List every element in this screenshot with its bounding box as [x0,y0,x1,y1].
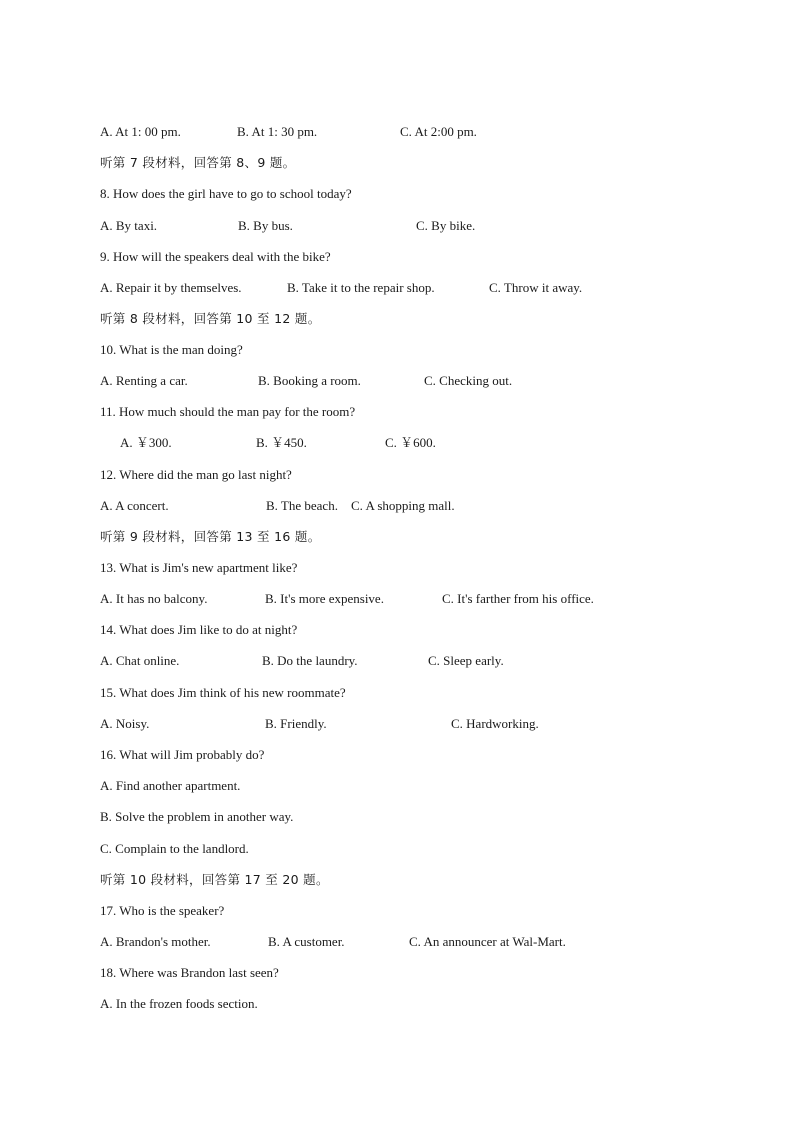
option-b: B. At 1: 30 pm. [237,124,318,139]
question-16: 16. What will Jim probably do? [100,747,265,762]
section-heading: 听第 8 段材料，回答第 10 至 12 题。 [100,311,321,326]
option-a: A. Renting a car. [100,373,188,388]
option-a: A. Noisy. [100,716,150,731]
question-14: 14. What does Jim like to do at night? [100,622,298,637]
option-c: C. Sleep early. [428,653,504,668]
question-18: 18. Where was Brandon last seen? [100,965,279,980]
question-13: 13. What is Jim's new apartment like? [100,560,298,575]
question-15: 15. What does Jim think of his new roommate? [100,685,346,700]
option-b: B. By bus. [238,218,293,233]
option-b: B. Solve the problem in another way. [100,809,294,824]
option-a: A. At 1: 00 pm. [100,124,181,139]
question-8: 8. How does the girl have to go to school today? [100,186,352,201]
option-c: C. By bike. [416,218,476,233]
option-a: A. Find another apartment. [100,778,241,793]
option-c: C. Throw it away. [489,280,583,295]
option-a: A. It has no balcony. [100,591,208,606]
section-heading: 听第 7 段材料，回答第 8、9 题。 [100,155,296,170]
option-b: B. Do the laundry. [262,653,358,668]
option-c: C. At 2:00 pm. [400,124,477,139]
option-c: C. An announcer at Wal-Mart. [409,934,566,949]
option-c: C. Complain to the landlord. [100,841,249,856]
option-b: B. ￥450. [256,435,307,450]
option-b: B. It's more expensive. [265,591,384,606]
option-c: C. It's farther from his office. [442,591,594,606]
option-b: B. Take it to the repair shop. [287,280,435,295]
option-a: A. ￥300. [120,435,172,450]
option-a: A. In the frozen foods section. [100,996,258,1011]
question-12: 12. Where did the man go last night? [100,467,292,482]
option-a: A. By taxi. [100,218,158,233]
option-a: A. Chat online. [100,653,180,668]
option-a: A. Brandon's mother. [100,934,211,949]
question-10: 10. What is the man doing? [100,342,243,357]
option-b: B. A customer. [268,934,345,949]
option-a: A. Repair it by themselves. [100,280,242,295]
option-b: B. Booking a room. [258,373,361,388]
option-c: C. A shopping mall. [351,498,455,513]
option-b: B. Friendly. [265,716,327,731]
option-c: C. Checking out. [424,373,513,388]
option-a: A. A concert. [100,498,169,513]
option-b: B. The beach. [266,498,338,513]
question-9: 9. How will the speakers deal with the bike? [100,249,331,264]
option-c: C. ￥600. [385,435,436,450]
question-17: 17. Who is the speaker? [100,903,225,918]
option-c: C. Hardworking. [451,716,539,731]
question-11: 11. How much should the man pay for the room? [100,404,356,419]
section-heading: 听第 10 段材料，回答第 17 至 20 题。 [100,872,329,887]
section-heading: 听第 9 段材料，回答第 13 至 16 题。 [100,529,321,544]
